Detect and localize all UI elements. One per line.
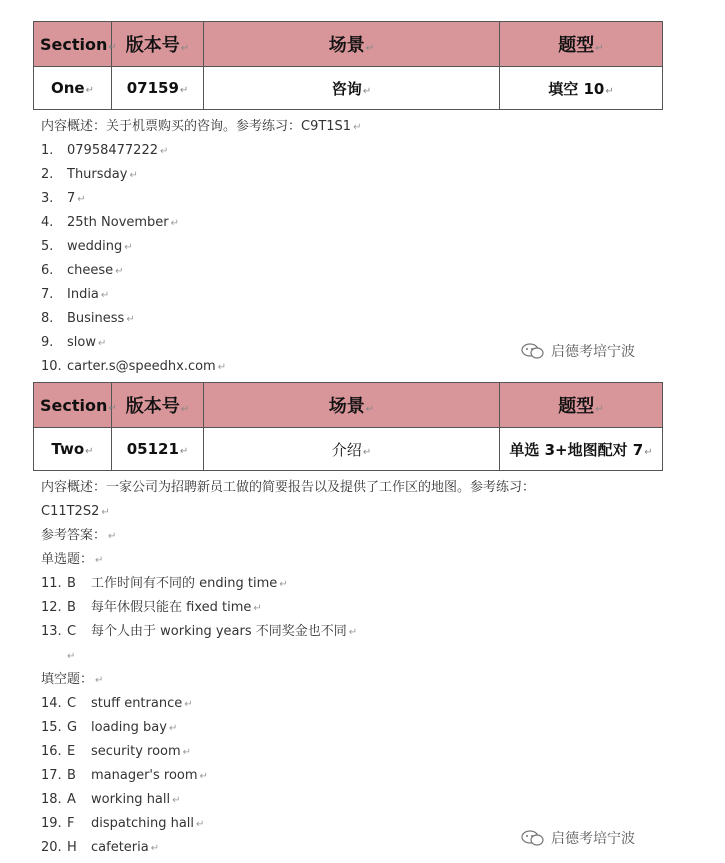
answer-text: carter.s@speedhx.com <box>67 359 216 374</box>
answer-letter: G <box>67 720 78 735</box>
answer-item <box>41 764 535 788</box>
cell-section-name: One↵ <box>34 67 112 110</box>
header-scene: 场景↵ <box>204 22 500 67</box>
answer-letter: A <box>67 792 76 807</box>
answer-text: manager's room <box>91 768 198 783</box>
section-two-summary-line2: C11T2S2 ↵ <box>41 504 110 519</box>
answer-item <box>41 331 361 355</box>
answer-item <box>41 163 361 187</box>
answer-letter: B <box>67 768 76 783</box>
paragraph-mark: ↵ <box>199 771 208 782</box>
answer-number: 16. <box>41 744 62 759</box>
table-header-row <box>34 22 663 67</box>
paragraph-mark: ↵ <box>253 603 262 614</box>
cell-qtype: 单选 3+地图配对 7↵ <box>500 428 663 471</box>
answer-text: Thursday <box>67 167 128 182</box>
paragraph-mark: ↵ <box>170 218 180 229</box>
paragraph-mark: ↵ <box>124 242 133 253</box>
paragraph-mark: ↵ <box>126 314 135 325</box>
answer-number: 3. <box>41 191 54 206</box>
wechat-icon <box>521 830 545 846</box>
table-body-row <box>34 67 663 110</box>
fill-label: 填空题： ↵ <box>41 672 104 687</box>
section-one-table <box>33 21 663 110</box>
section-two-content <box>41 476 535 860</box>
header-version: 版本号↵ <box>112 383 204 428</box>
header-section: Section↵ <box>34 22 112 67</box>
paragraph-mark: ↵ <box>217 362 227 373</box>
answer-number: 14. <box>41 696 62 711</box>
answer-item <box>41 692 535 716</box>
answer-number: 11. <box>41 576 62 591</box>
wechat-icon <box>521 343 545 359</box>
answer-item <box>41 259 361 283</box>
section-one-content <box>41 115 361 379</box>
answer-item <box>41 716 535 740</box>
answer-letter: B <box>67 600 76 615</box>
cell-qtype: 填空 10↵ <box>500 67 663 110</box>
mc-answer-list <box>41 572 535 644</box>
header-version: 版本号↵ <box>112 22 204 67</box>
answer-text: 工作时间有不同的 ending time <box>91 576 278 591</box>
answer-number: 1. <box>41 143 54 158</box>
paragraph-mark: ↵ <box>184 699 193 710</box>
header-qtype: 题型↵ <box>500 22 663 67</box>
answer-number: 20. <box>41 840 62 855</box>
header-qtype: 题型↵ <box>500 383 663 428</box>
answer-text: Business <box>67 311 125 326</box>
answer-number: 13. <box>41 624 62 639</box>
answer-item <box>41 187 361 211</box>
paragraph-mark: ↵ <box>168 723 178 734</box>
answer-text: 07958477222 <box>67 143 158 158</box>
answer-item <box>41 836 535 860</box>
answer-item <box>41 788 535 812</box>
answer-number: 12. <box>41 600 62 615</box>
header-scene: 场景↵ <box>204 383 500 428</box>
answer-text: cafeteria <box>91 840 149 855</box>
answer-number: 2. <box>41 167 54 182</box>
answer-number: 9. <box>41 335 54 350</box>
cell-section-name: Two↵ <box>34 428 112 471</box>
answer-number: 15. <box>41 720 62 735</box>
answer-item <box>41 139 361 163</box>
answer-number: 8. <box>41 311 54 326</box>
answer-number: 18. <box>41 792 62 807</box>
paragraph-mark: ↵ <box>100 290 110 301</box>
answer-item <box>41 235 361 259</box>
answer-number: 10. <box>41 359 62 374</box>
watermark: 启德考培宁波 <box>521 341 635 361</box>
answer-text: 25th November <box>67 215 169 230</box>
answer-text: cheese <box>67 263 114 278</box>
cell-version: 05121↵ <box>112 428 204 471</box>
answer-letter: H <box>67 840 77 855</box>
cell-version: 07159↵ <box>112 67 204 110</box>
empty-paragraph: ↵ <box>67 651 76 662</box>
paragraph-mark: ↵ <box>159 146 169 157</box>
answer-number: 19. <box>41 816 62 831</box>
mc-label: 单选题： ↵ <box>41 552 104 567</box>
answer-item <box>41 596 535 620</box>
section-one-answer-list <box>41 139 361 379</box>
cell-scene: 咨询↵ <box>204 67 500 110</box>
answer-text: slow <box>67 335 96 350</box>
answer-letter: F <box>67 816 75 831</box>
answer-number: 7. <box>41 287 54 302</box>
table-body-row <box>34 428 663 471</box>
answer-text: dispatching hall <box>91 816 195 831</box>
answer-item <box>41 211 361 235</box>
watermark: 启德考培宁波 <box>521 828 635 848</box>
section-one-summary: 内容概述：关于机票购买的咨询。参考练习：C9T1S1 ↵ <box>41 119 362 134</box>
section-two-table <box>33 382 663 471</box>
reference-answer-label: 参考答案： ↵ <box>41 528 117 543</box>
answer-letter: B <box>67 576 76 591</box>
paragraph-mark: ↵ <box>196 819 205 830</box>
answer-letter: E <box>67 744 76 759</box>
answer-number: 5. <box>41 239 54 254</box>
answer-item <box>41 283 361 307</box>
answer-item <box>41 355 361 379</box>
answer-letter: C <box>67 696 77 711</box>
answer-item <box>41 740 535 764</box>
paragraph-mark: ↵ <box>129 170 138 181</box>
table-header-row <box>34 383 663 428</box>
answer-text: 每年休假只能在 fixed time <box>91 600 252 615</box>
answer-number: 4. <box>41 215 54 230</box>
header-section: Section↵ <box>34 383 112 428</box>
answer-number: 6. <box>41 263 54 278</box>
paragraph-mark: ↵ <box>182 747 192 758</box>
answer-letter: C <box>67 624 77 639</box>
answer-text: 7 <box>67 191 76 206</box>
paragraph-mark: ↵ <box>115 266 124 277</box>
cell-scene: 介绍↵ <box>204 428 500 471</box>
answer-item <box>41 572 535 596</box>
answer-item <box>41 620 535 644</box>
answer-text: loading bay <box>91 720 167 735</box>
fill-answer-list <box>41 692 535 860</box>
paragraph-mark: ↵ <box>77 194 86 205</box>
answer-item <box>41 812 535 836</box>
paragraph-mark: ↵ <box>150 843 160 854</box>
answer-text: stuff entrance <box>91 696 183 711</box>
answer-text: security room <box>91 744 181 759</box>
answer-item <box>41 307 361 331</box>
answer-text: 每个人由于 working years 不同奖金也不同 <box>91 624 347 639</box>
answer-number: 17. <box>41 768 62 783</box>
answer-text: working hall <box>91 792 171 807</box>
paragraph-mark: ↵ <box>348 627 358 638</box>
paragraph-mark: ↵ <box>172 795 181 806</box>
paragraph-mark: ↵ <box>97 338 107 349</box>
answer-text: India <box>67 287 99 302</box>
section-two-summary-line1: 内容概述：一家公司为招聘新员工做的简要报告以及提供了工作区的地图。参考练习： <box>41 480 536 495</box>
answer-text: wedding <box>67 239 123 254</box>
paragraph-mark: ↵ <box>279 579 288 590</box>
